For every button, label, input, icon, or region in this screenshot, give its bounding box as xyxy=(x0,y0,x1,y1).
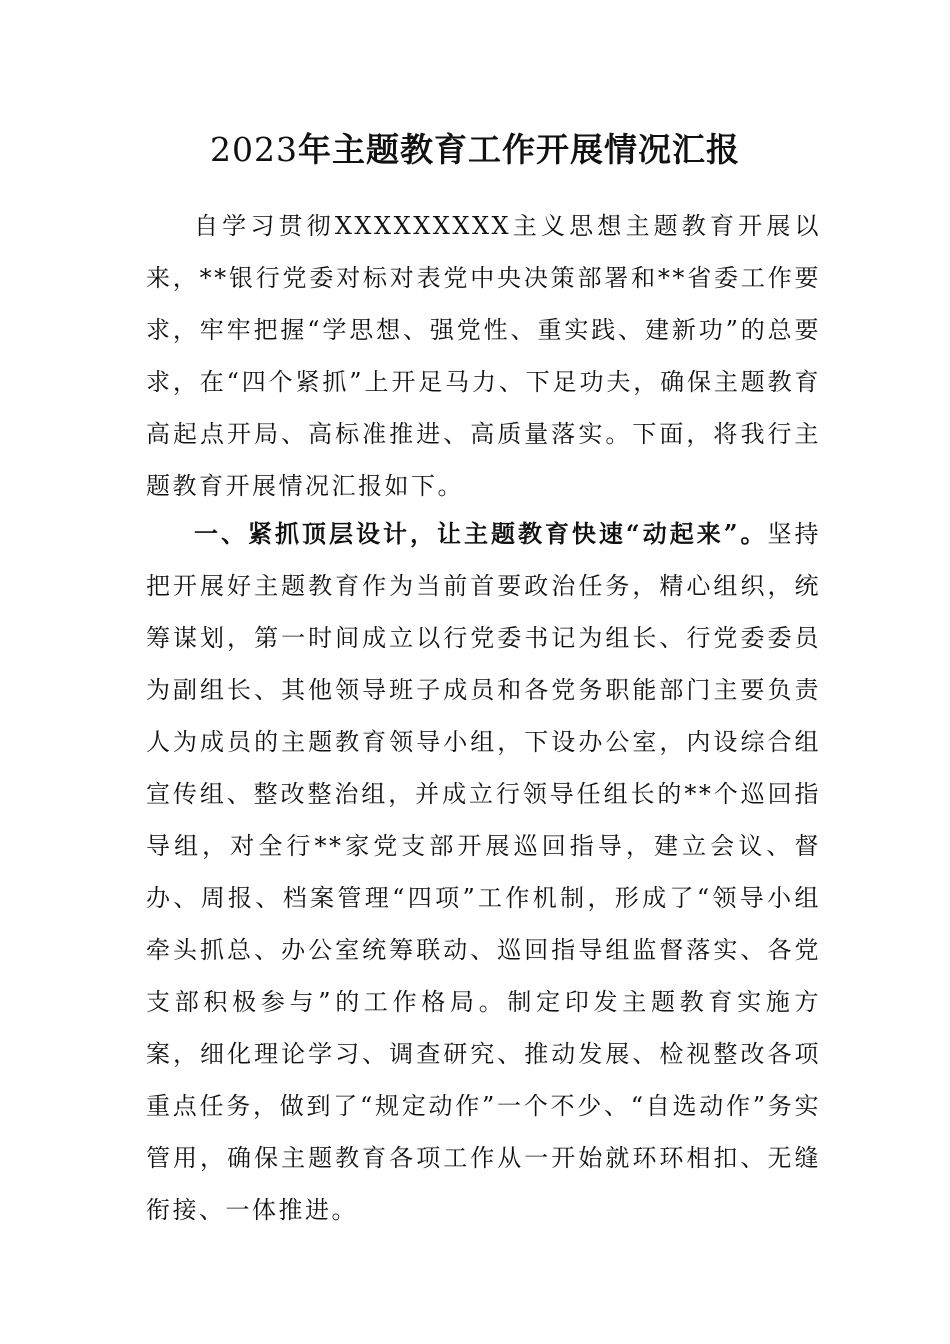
section-1-heading: 一、紧抓顶层设计，让主题教育快速“动起来”。 xyxy=(194,519,768,548)
document-title xyxy=(0,122,950,178)
section-1-body: 坚持把开展好主题教育作为当前首要政治任务，精心组织，统筹谋划，第一时间成立以行党委书记为组长、行党委委员为副组长、其他领导班子成员和各党务职能部门主要负责人为成员的主题教育领导小组，下设办公室，内设综合组宣传组、整改整治组，并成立行领导任组长的**个巡回指导组，对全行**家党支部开展巡回指导，建立会议、督办、周报、档案管理“四项”工作机制，形成了“领导小组牵头抓总、办公室统筹联动、巡回指导组监督落实、各党支部积极参与”的工作格局。制定印发主题教育实施方案，细化理论学习、调查研究、推动发展、检视整改各项重点任务，做到了“规定动作”一个不少、“自选动作”务实管用，确保主题教育各项工作从一开始就环环相扣、无缝衔接、一体推进。 xyxy=(146,520,822,1224)
title-text: 年主题教育工作开展情况汇报 xyxy=(297,130,740,169)
title-year: 2023 xyxy=(210,130,298,169)
intro-paragraph: 自学习贯彻XXXXXXXXX主义思想主题教育开展以来，**银行党委对标对表党中央决策部署和**省委工作要求，牢牢把握“学思想、强党性、重实践、建新功”的总要求，在“四个紧抓”上开足马力、下足功夫，确保主题教育高起点开局、高标准推进、高质量落实。下面，将我行主题教育开展情况汇报如下。 xyxy=(146,212,821,500)
section-1-paragraph xyxy=(146,508,821,1236)
